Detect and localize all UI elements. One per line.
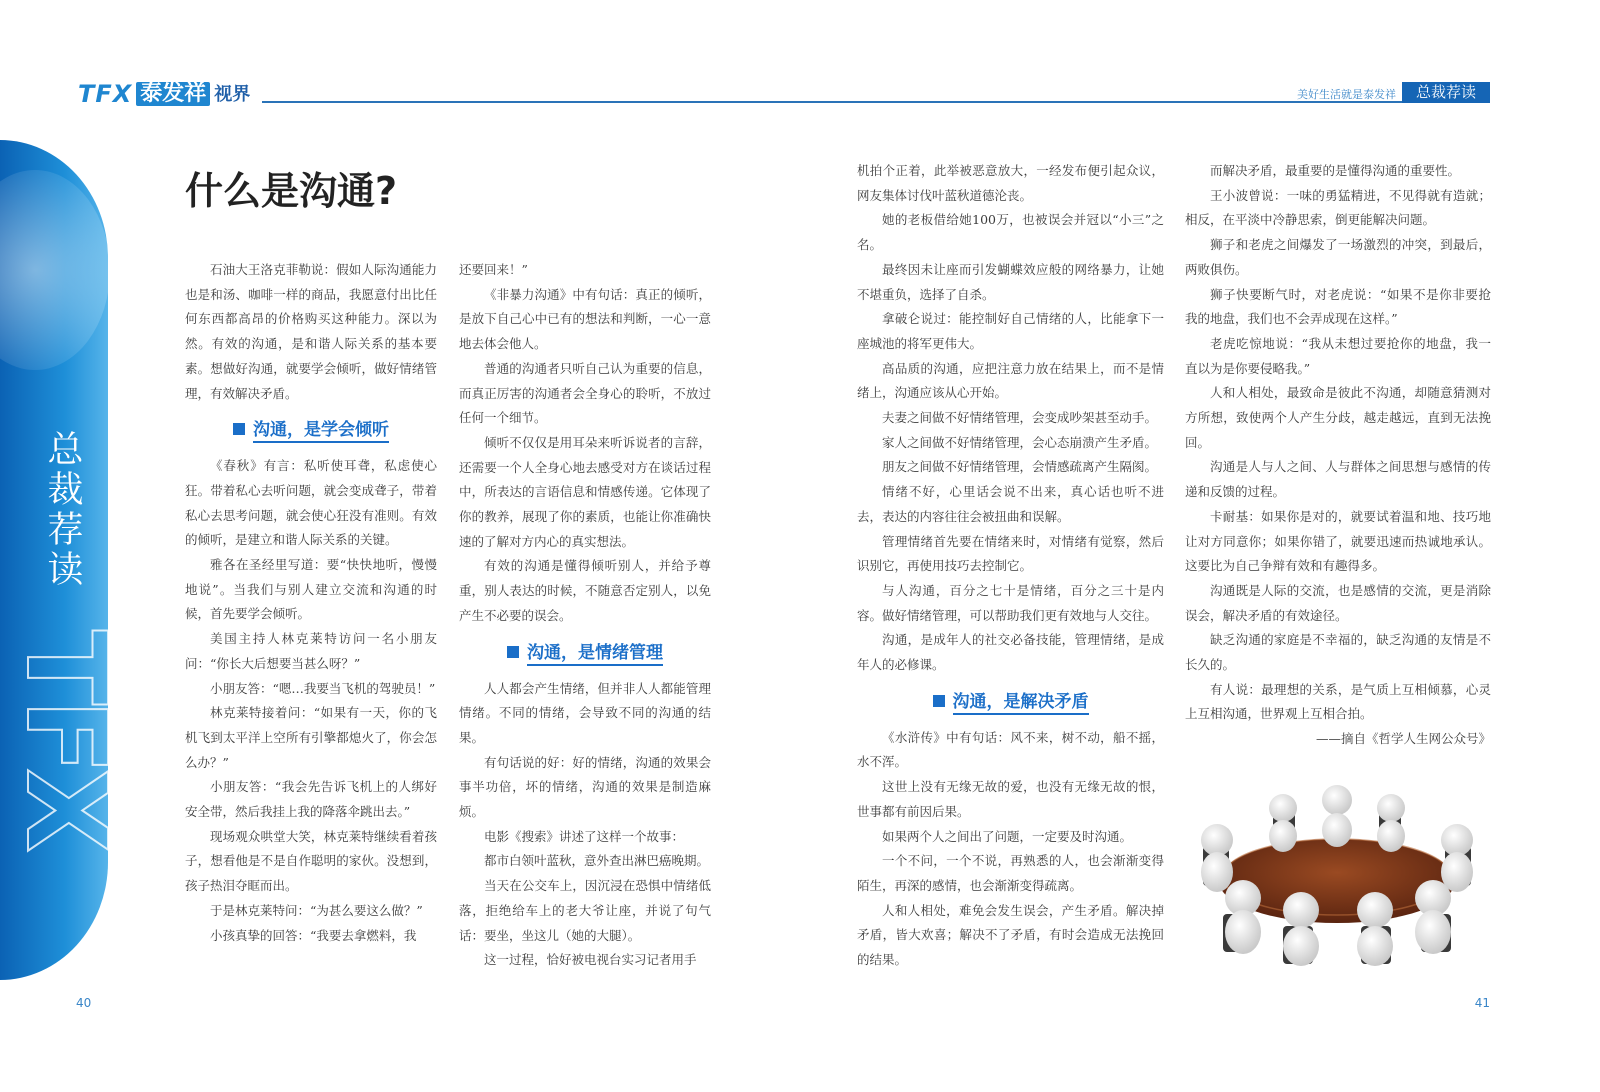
paragraph: 雅各在圣经里写道：要“快快地听，慢慢地说”。当我们与别人建立交流和沟通的时候，首先要学会倾听。 [185,557,437,622]
paragraph: 还要回来！” [459,262,528,277]
paragraph: 情绪不好，心里话会说不出来，真心话也听不进去，表达的内容往往会被扭曲和误解。 [857,484,1164,524]
paragraph: 当天在公交车上，因沉浸在恐惧中情绪低落，拒绝给车上的老大爷让座，并说了句气话：要坐，坐这儿（她的大腿）。 [459,878,711,943]
paragraph: 管理情绪首先要在情绪来时，对情绪有觉察，然后识别它，再使用技巧去控制它。 [857,533,1164,574]
square-bullet-icon [933,695,945,707]
paragraph: 有效的沟通是懂得倾听别人，并给予尊重，别人表达的时候，不随意否定别人，以免产生不必要的误会。 [459,558,711,623]
side-banner-title: 总裁荐读 [42,430,83,590]
paragraph: 《水浒传》中有句话：风不来，树不动，船不摇，水不浑。 [857,729,1164,770]
subheading-conflict: 沟通，是解决矛盾 [857,688,1164,716]
paragraph: 小孩真挚的回答：“我要去拿燃料，我 [210,927,417,943]
magazine-logo [78,80,250,106]
paragraph: 小朋友答：“我会先告诉飞机上的人绑好安全带，然后我挂上我的降落伞跳出去。” [185,779,437,820]
paragraph: 家人之间做不好情绪管理，会心态崩溃产生矛盾。 [882,434,1158,450]
paragraph: 缺乏沟通的家庭是不幸福的，缺乏沟通的友情是不长久的。 [1185,632,1491,673]
paragraph: 石油大王洛克菲勒说：假如人际沟通能力也是和汤、咖啡一样的商品，我愿意付出比任何东西都高昂的价格购买这种能力。深以为然。有效的沟通，是和谐人际关系的基本要素。想做好沟通，就要学会倾听，做好情绪管理，有效解决矛盾。 [185,262,437,401]
paragraph: 都市白领叶蓝秋，意外查出淋巴癌晚期。 [484,853,710,869]
paragraph: 这一过程，恰好被电视台实习记者用手 [484,952,697,968]
paragraph: 《非暴力沟通》中有句话：真正的倾听，是放下自己心中已有的想法和判断，一心一意地去体会他人。 [459,286,711,352]
paragraph: 老虎吃惊地说：“我从未想过要抢你的地盘，我一直以为是你要侵略我。” [1185,335,1491,376]
paragraph: 人和人相处，最致命是彼此不沟通，却随意猜测对方所想，致使两个人产生分歧，越走越远，直到无法挽回。 [1185,385,1491,450]
side-banner [0,140,130,980]
paragraph: 这世上没有无缘无故的爱，也没有无缘无故的恨，世事都有前因后果。 [857,779,1164,819]
paragraph: 有人说：最理想的关系，是气质上互相倾慕，心灵上互相沟通，世界观上互相合拍。 [1185,681,1491,722]
article-source: ——摘自《哲学人生网公众号》 [1315,731,1491,747]
paragraph: 一个不问，一个不说，再熟悉的人，也会渐渐变得陌生，再深的感情，也会渐渐变得疏离。 [857,853,1164,893]
paragraph: 林克莱特接着问：“如果有一天，你的飞机飞到太平洋上空所有引擎都熄火了，你会怎么办？” [185,705,437,770]
paragraph: 夫妻之间做不好情绪管理，会变成吵架甚至动手。 [882,410,1158,426]
square-bullet-icon [233,423,245,435]
paragraph: 高品质的沟通，应把注意力放在结果上，而不是情绪上，沟通应该从心开始。 [857,360,1164,401]
meeting-illustration [1183,786,1491,968]
side-banner-watermark: TFX [2,630,130,847]
article-title: 什么是沟通? [185,169,398,213]
article-column-4 [1185,159,1491,752]
banner-glow [0,170,110,370]
logo-brand: 泰发祥 [136,82,210,106]
col2-body [459,258,711,629]
section-tag: 总裁荐读 [1402,82,1490,103]
subheading-listening: 沟通，是学会倾听 [185,416,437,444]
col3-body-b [857,726,1164,973]
col4-body [1185,159,1491,727]
paragraph: 沟通既是人际的交流，也是感情的交流，更是消除误会，解决矛盾的有效途径。 [1185,582,1491,623]
paragraph: 与人沟通，百分之七十是情绪，百分之三十是内容。做好情绪管理，可以帮助我们更有效地与人交往。 [857,582,1164,623]
paragraph: 而解决矛盾，最重要的是懂得沟通的重要性。 [1210,163,1461,178]
paragraph: 机拍个正着，此举被恶意放大，一经发布便引起众议，网友集体讨伐叶蓝秋道德沦丧。 [857,163,1164,203]
paragraph: 《春秋》有言：私听使耳聋，私虑使心狂。带着私心去听问题，就会变成聋子，带着私心去思考问题，就会使心狂没有准则。有效的倾听，是建立和谐人际关系的关键。 [185,458,437,548]
page-number-left: 40 [76,996,92,1010]
col3-body [857,159,1164,678]
paragraph: 朋友之间做不好情绪管理，会情感疏离产生隔阂。 [882,459,1158,475]
article-column-1 [185,258,437,948]
paragraph: 普通的沟通者只听自己认为重要的信息，而真正厉害的沟通者会全身心的聆听，不放过任何一个细节。 [459,360,711,426]
paragraph: 倾听不仅仅是用耳朵来听诉说者的言辞，还需要一个人全身心地去感受对方在谈话过程中，所表达的言语信息和情感传递。它体现了你的教养，展现了你的素质，也能让你准确快速的了解对方内心的真实想法。 [459,434,711,549]
subheading-emotion: 沟通，是情绪管理 [459,639,711,667]
col1-intro [185,258,437,406]
paragraph: 于是林克莱特问：“为甚么要这么做？” [210,902,423,918]
logo-suffix: 视界 [214,84,251,105]
col2-body-b [459,677,711,973]
page-number-right: 41 [1474,996,1490,1010]
article-column-2 [459,258,711,973]
paragraph: 王小波曾说：一味的勇猛精进，不见得就有造就；相反，在平淡中冷静思索，倒更能解决问题。 [1185,187,1491,228]
paragraph: 现场观众哄堂大笑，林克莱特继续看着孩子，想看他是不是自作聪明的家伙。没想到，孩子热泪夺眶而出。 [185,828,437,894]
paragraph: 最终因未让座而引发蝴蝶效应般的网络暴力，让她不堪重负，选择了自杀。 [857,261,1164,302]
paragraph: 沟通，是成年人的社交必备技能，管理情绪，是成年人的必修课。 [857,632,1164,673]
logo-mark: TFX [78,80,133,108]
header-slogan: 美好生活就是泰发祥 [1297,88,1396,101]
paragraph: 人人都会产生情绪，但并非人人都能管理情绪。不同的情绪，会导致不同的沟通的结果。 [459,680,711,745]
paragraph: 拿破仑说过：能控制好自己情绪的人，比能拿下一座城池的将军更伟大。 [857,311,1164,351]
paragraph: 狮子快要断气时，对老虎说：“如果不是你非要抢我的地盘，我们也不会弄成现在这样。” [1185,286,1491,327]
paragraph: 小朋友答：“嗯…我要当飞机的驾驶员！” [210,680,436,696]
paragraph: 人和人相处，难免会发生误会，产生矛盾。解决掉矛盾，皆大欢喜；解决不了矛盾，有时会造成无法挽回的结果。 [857,902,1164,968]
col1-body [185,454,437,948]
paragraph: 沟通是人与人之间、人与群体之间思想与感情的传递和反馈的过程。 [1185,459,1491,500]
paragraph: 如果两个人之间出了问题，一定要及时沟通。 [882,828,1133,844]
paragraph: 有句话说的好：好的情绪，沟通的效果会事半功倍，坏的情绪，沟通的效果是制造麻烦。 [459,754,711,820]
paragraph: 狮子和老虎之间爆发了一场激烈的冲突，到最后，两败俱伤。 [1185,237,1491,277]
paragraph: 她的老板借给她100万，也被误会并冠以“小三”之名。 [857,212,1164,253]
paragraph: 卡耐基：如果你是对的，就要试着温和地、技巧地让对方同意你；如果你错了，就要迅速而热诚地承认。这要比为自己争辩有效和有趣得多。 [1185,508,1491,574]
square-bullet-icon [507,646,519,658]
article-column-3 [857,159,1164,973]
paragraph: 美国主持人林克莱特访问一名小朋友问：“你长大后想要当甚么呀？” [185,631,437,671]
paragraph: 电影《搜索》讲述了这样一个故事： [484,828,685,844]
